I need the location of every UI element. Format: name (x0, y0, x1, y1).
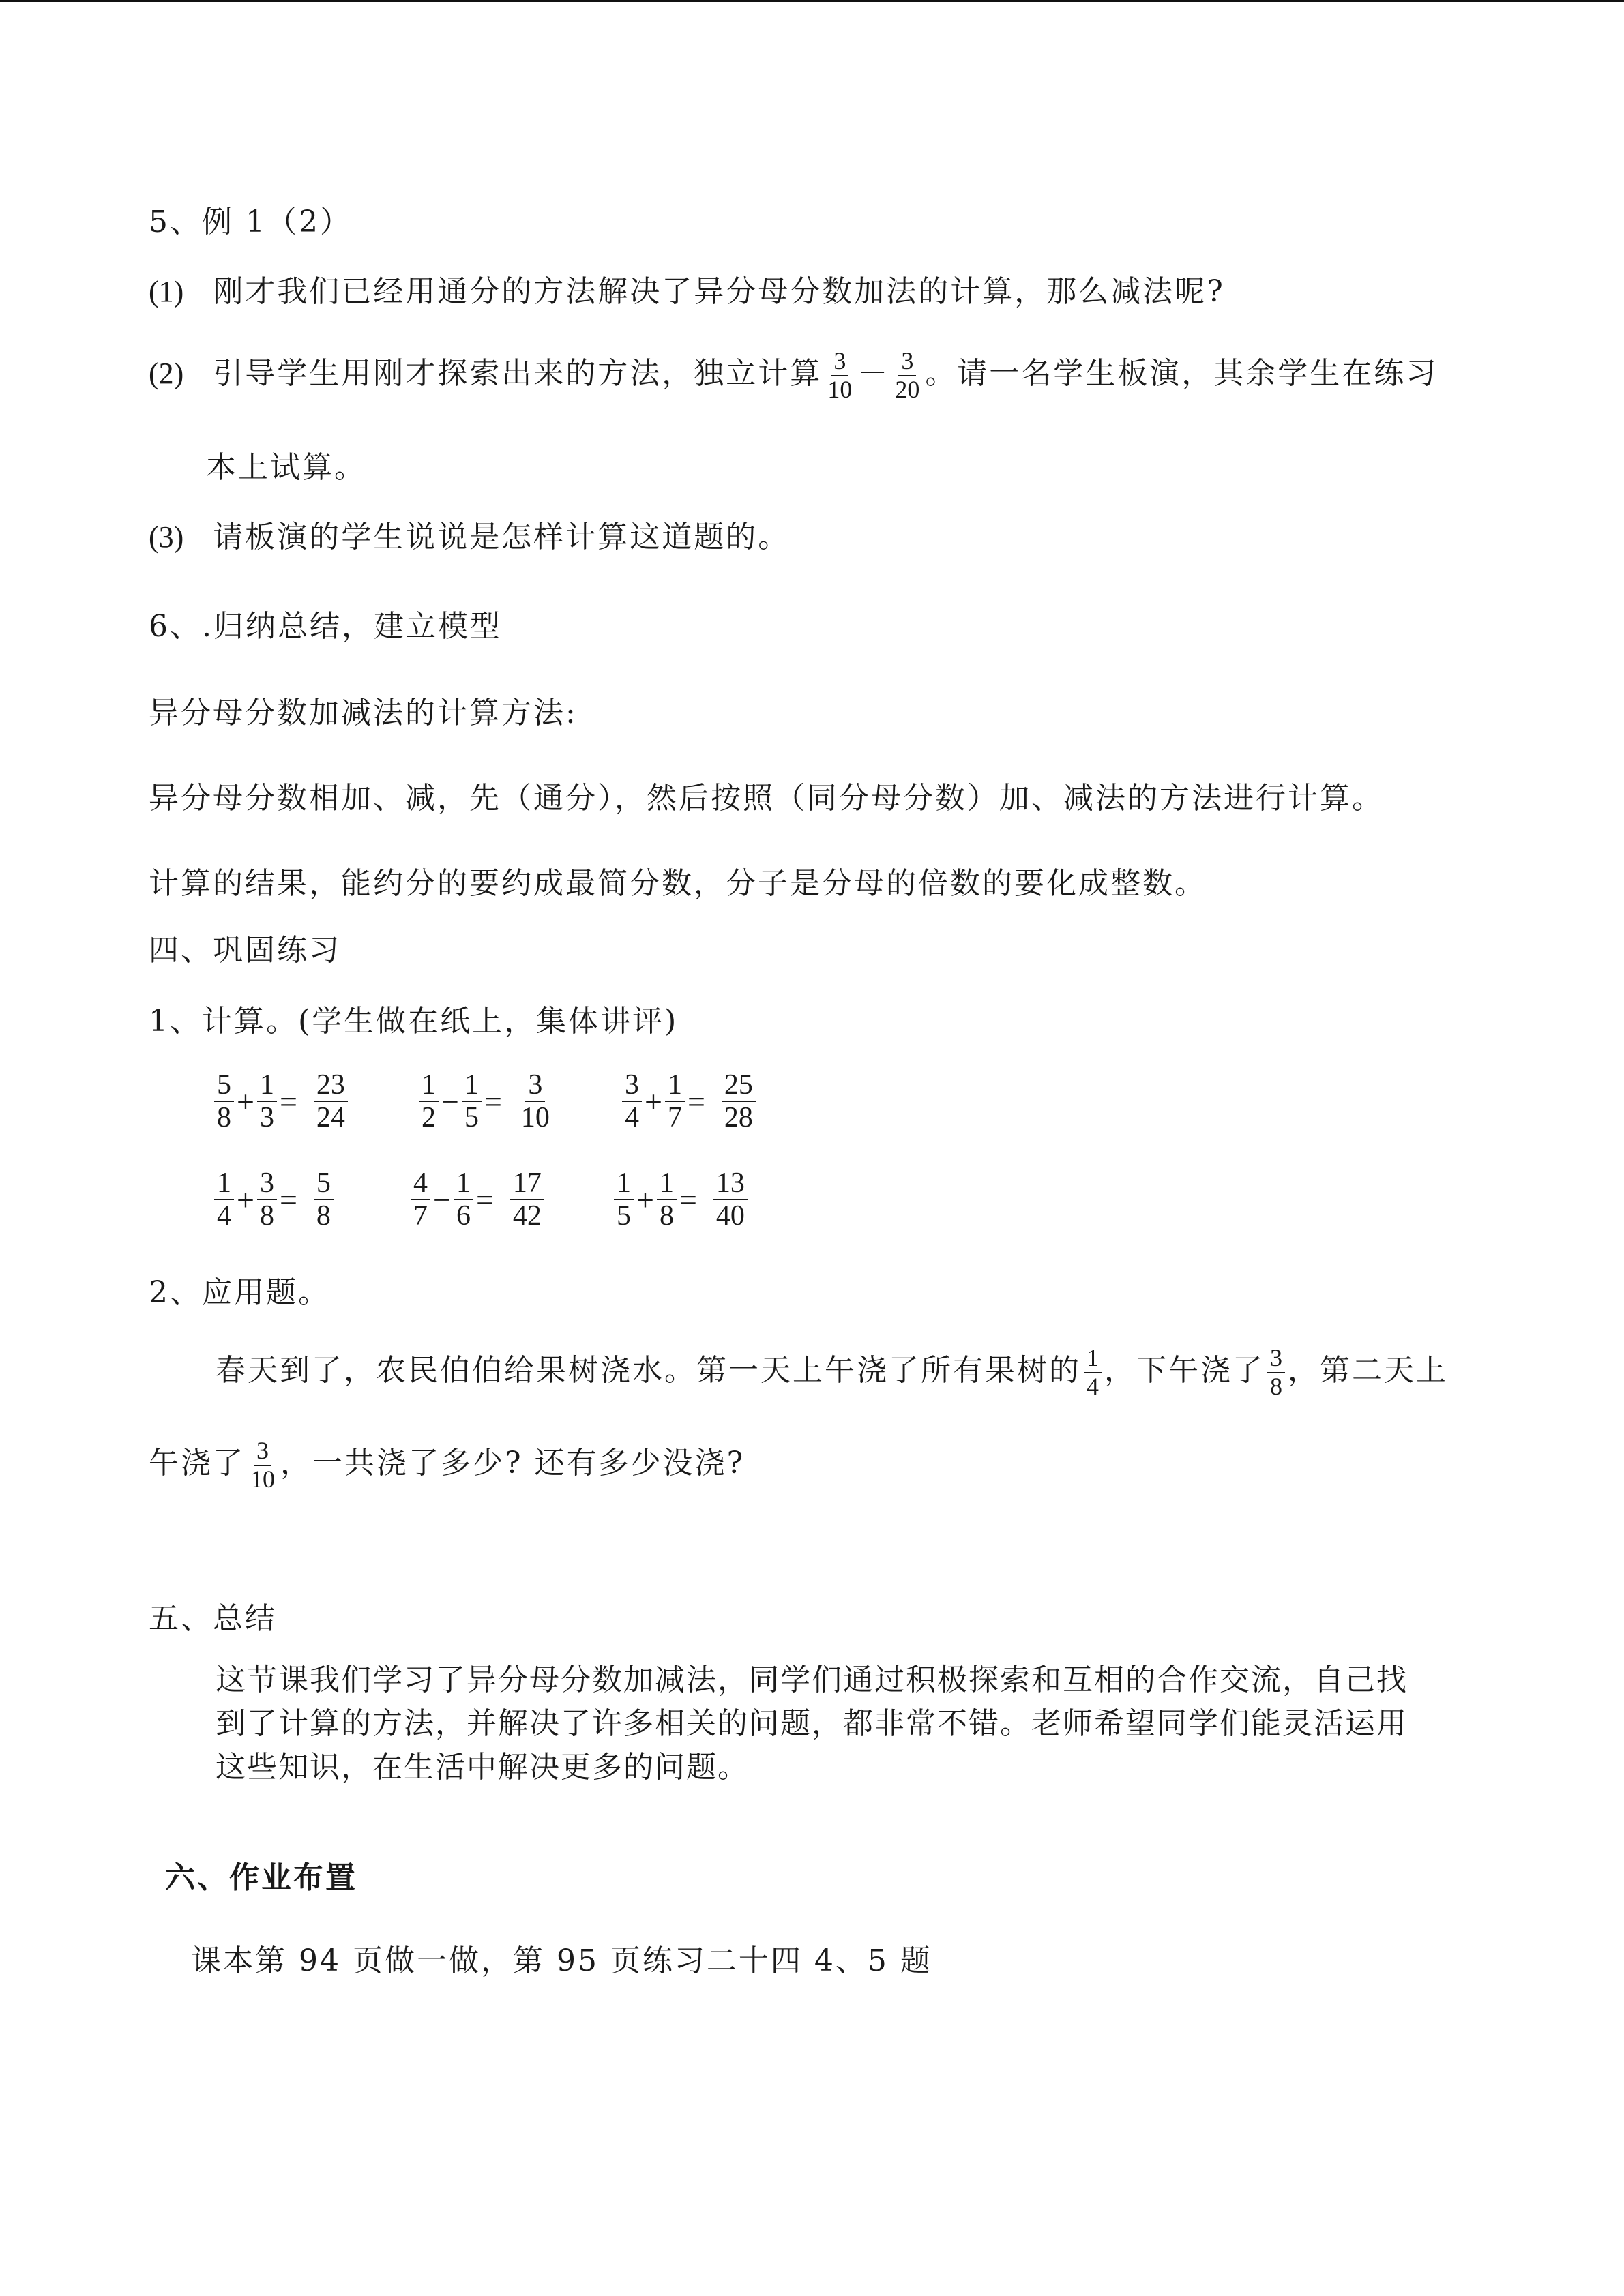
top-border-line (0, 0, 1624, 2)
equals-sign: = (279, 1182, 297, 1217)
operator: + (645, 1084, 662, 1119)
fraction-1-4: $\frac{1}{4}$ (1084, 1345, 1102, 1400)
item-3-text: 请板演的学生说说是怎样计算这道题的。 (213, 520, 791, 554)
result: $\frac{5}{8}$ (314, 1167, 334, 1232)
item-1-number: (1) (149, 275, 184, 308)
operand-a: $\frac{1}{4}$ (214, 1167, 234, 1232)
operand-b: $\frac{1}{3}$ (257, 1069, 277, 1133)
equals-sign: = (679, 1182, 697, 1217)
item-3-number: (3) (149, 520, 184, 554)
fraction-3-8: $\frac{3}{8}$ (1267, 1345, 1285, 1400)
operand-a: $\frac{1}{5}$ (614, 1167, 634, 1232)
word-problem-text-c: ，第二天上 (1288, 1353, 1448, 1388)
method-rule-2: 计算的结果，能约分的要约成最简分数，分子是分母的倍数的要化成整数。 (149, 866, 1207, 901)
calculation-item (417, 1069, 554, 1133)
homework-text: 课本第 94 页做一做，第 95 页练习二十四 4、5 题 (191, 1943, 932, 1978)
item-1-text: 刚才我们已经用通分的方法解决了异分母分数加法的计算，那么减法呢? (213, 274, 1225, 309)
word-problem-text-b: ，下午浇了 (1104, 1353, 1265, 1388)
operator: + (636, 1182, 654, 1217)
word-problem-line-1 (216, 1345, 1448, 1400)
fraction-3-20: $\frac{3}{20}$ (895, 347, 920, 403)
method-heading: 异分母分数加减法的计算方法: (149, 696, 578, 730)
fraction-3-10: $\frac{3}{10}$ (827, 347, 853, 403)
result: $\frac{25}{28}$ (722, 1069, 756, 1133)
item-2-text-a: 引导学生用刚才探索出来的方法，独立计算 (213, 356, 823, 391)
operand-a: $\frac{3}{4}$ (622, 1069, 642, 1133)
summary-title: 五、总结 (149, 1601, 277, 1636)
section-5-title: 5、例 1（2） (149, 205, 352, 239)
item-2-number: (2) (149, 357, 184, 391)
word-problem-line-2 (149, 1437, 745, 1493)
fraction-3-10-b: $\frac{3}{10}$ (250, 1437, 275, 1493)
operand-a: $\frac{5}{8}$ (214, 1069, 234, 1133)
calculation-item (213, 1167, 335, 1232)
method-rule-1: 异分母分数相加、减，先（通分），然后按照（同分母分数）加、减法的方法进行计算。 (149, 781, 1384, 816)
question-1-title: 1、计算。(学生做在纸上，集体讲评) (149, 1004, 679, 1039)
operand-a: $\frac{4}{7}$ (411, 1167, 430, 1232)
operand-b: $\frac{1}{6}$ (454, 1167, 473, 1232)
item-2-continuation: 本上试算。 (206, 450, 366, 485)
section-6-title: 6、.归纳总结，建立模型 (149, 609, 502, 644)
operator: + (237, 1084, 254, 1119)
result: $\frac{23}{24}$ (314, 1069, 348, 1133)
word-problem-text-e: ，一共浇了多少? 还有多少没浇? (280, 1446, 745, 1481)
calculation-item (612, 1167, 749, 1232)
question-2-title: 2、应用题。 (149, 1275, 330, 1310)
operator: − (441, 1084, 459, 1119)
item-3 (149, 520, 790, 556)
calculation-item (621, 1069, 757, 1133)
operator: + (237, 1182, 254, 1217)
result: $\frac{13}{40}$ (713, 1167, 748, 1232)
equals-sign: = (687, 1084, 705, 1119)
item-1 (149, 274, 1225, 310)
practice-title: 四、巩固练习 (149, 933, 341, 968)
operand-b: $\frac{1}{5}$ (462, 1069, 482, 1133)
minus-sign: － (857, 356, 890, 391)
operand-b: $\frac{3}{8}$ (257, 1167, 277, 1232)
summary-line-2: 到了计算的方法，并解决了许多相关的问题，都非常不错。老师希望同学们能灵活运用 (216, 1706, 1408, 1741)
equals-sign: = (484, 1084, 502, 1119)
operand-a: $\frac{1}{2}$ (419, 1069, 439, 1133)
word-problem-text-d: 午浇了 (149, 1446, 245, 1481)
item-2 (149, 348, 1438, 403)
summary-line-3: 这些知识，在生活中解决更多的问题。 (216, 1750, 749, 1785)
homework-title: 六、作业布置 (165, 1860, 357, 1895)
calculation-item (409, 1167, 546, 1232)
item-2-text-b: 。请一名学生板演，其余学生在练习 (925, 356, 1438, 391)
operand-b: $\frac{1}{8}$ (657, 1167, 677, 1232)
operator: − (433, 1182, 451, 1217)
equals-sign: = (475, 1182, 494, 1217)
result: $\frac{17}{42}$ (510, 1167, 544, 1232)
calculation-item (213, 1069, 349, 1133)
result: $\frac{3}{10}$ (520, 1069, 550, 1134)
operand-b: $\frac{1}{7}$ (665, 1069, 685, 1133)
summary-line-1: 这节课我们学习了异分母分数加减法，同学们通过积极探索和互相的合作交流，自己找 (216, 1663, 1408, 1697)
word-problem-text-a: 春天到了，农民伯伯给果树浇水。第一天上午浇了所有果树的 (216, 1353, 1081, 1388)
equals-sign: = (279, 1084, 297, 1119)
